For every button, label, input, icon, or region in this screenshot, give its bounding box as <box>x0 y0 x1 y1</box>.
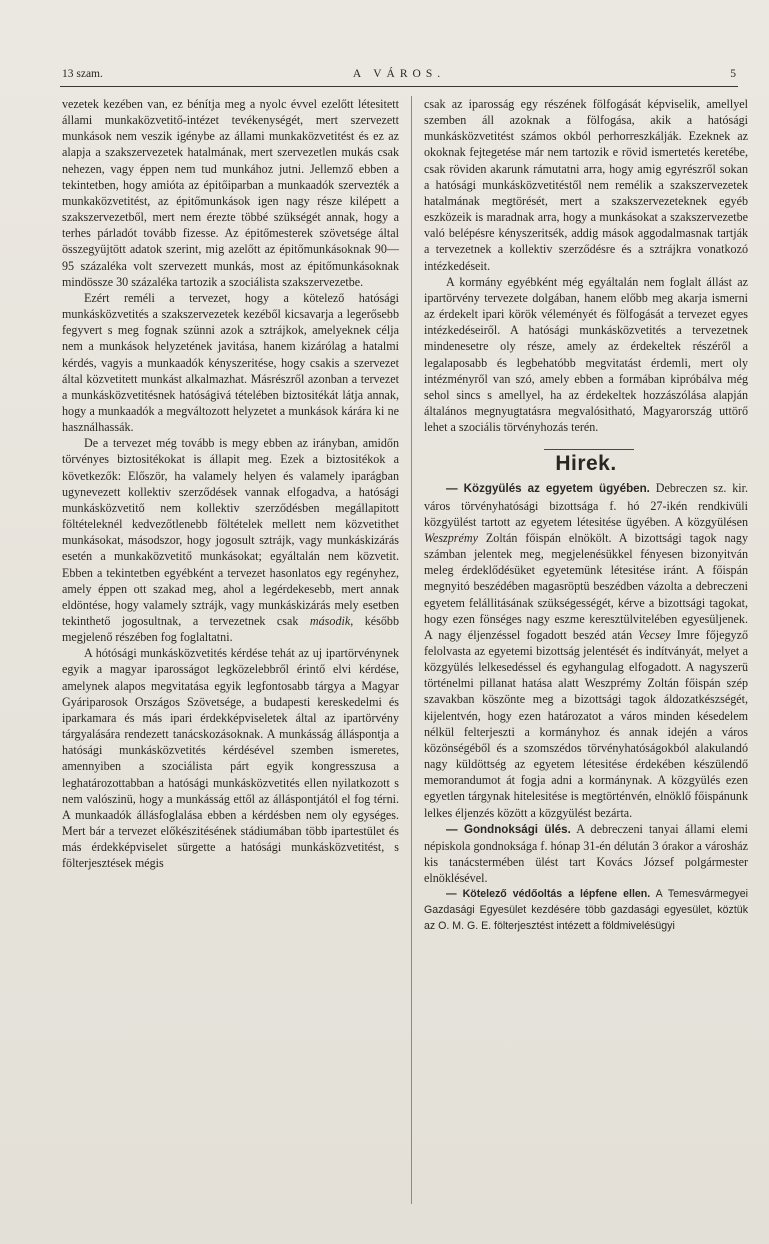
publication-title: A VÁROS. <box>352 68 446 80</box>
issue-number: 13 szam. <box>62 68 103 80</box>
article-paragraph: vezetek kezében van, ez bénítja meg a nyolc évvel ezelőtt létesitett állami munkaközvetitő-intézet tevékenységét, mert szervezett munkások nem veszik igénybe az állami munkaközvetitést és ez az alapja a szakszervezetek hatalmának, mert szervezetlen mukás csak nehezen, vagy éppen nem tud munkához jutni. Jellemző ebben a tekintetben, hogy amióta az épitőiparban a munkaadók szervezték a munkaközvetitést, az épitőmunkások igen nagy része kilépett a szakszervezetből, mert nem érezte többé szükségét annak, hogy a terhes párladót tovább fizesse. Az épitőmesterek szövetsége által összegyüjtött adatok szerint, mig azelőtt az épitőmunkásoknak 90—95 százaléka volt szervezett munkás, most az épitőmunkásoknak mindössze 30 százaléka tartozik a szociálista szakszervezetbe. <box>62 97 399 289</box>
news-item-title: — Gondnoksági ülés. <box>446 822 571 836</box>
article-paragraph: Ezért reméli a tervezet, hogy a kötelező hatósági munkásközvetités a szakszervezetek kezéből kicsavarja a legerősebb fegyvert s meg fognak szünni azok a sztrájkok, amelyeknek célja nem a munkások helyzetének javitása, hanem kizárólag a hatalmi kérdés, vagyis a munkaadók kényszeritése, hogy csakis a szervezet által közvetitett munkást alkalmazhat. Másrészről azonban a tervezet a munkásközvetitésnek hatóságivá tételében biztositékát látja annak, hogy a munkaadók a megváltozott helyzetet a munkások kárára ki ne használhassák. <box>62 290 399 435</box>
page-header <box>60 64 738 87</box>
news-item-title: — Kötelező védőoltás a lépfene ellen. <box>446 888 651 901</box>
left-column <box>62 96 399 872</box>
news-item <box>424 886 748 934</box>
paragraph-text: , később megjelenő részében fog foglaltatni. <box>62 614 400 645</box>
paragraph-text: De a tervezet még tovább is megy ebben az irányban, amidőn törvényes biztositékokat is állapit meg. Ezek a biztositékok a következők: Először, ha valamely helyen és valamely iparágban ugynevezett kollektiv szerződések vannak elfogadva, a hatósági munkásközvetitő nem kollektiv szerződésben megállapitott föltételeknél kedvezőtlenebb föltételek mellett nem közvetithet munkásokat, másodszor, hogy jogosult sztrájk, vagy munkáskizárás esetén a munkaközvetitő munkásokat; egyáltalán nem közvetit. Ebben a tekintetben egyébként a tervezet hasonlatos egy regényhez, amely éppen ott szakad meg, ahol a legérdekesebb, mert annak eldöntése, hogy valamely sztrájk, vagy munkáskizárás mely esetben tekinthető jogosultnak, a tervezetnek csak <box>62 436 399 628</box>
article-paragraph: A hótósági munkásközvetités kérdése tehát az uj ipartörvénynek egyik a magyar iparosságot legközelebbről érintő elvi kérdése, amelynek alapos megvitatása egyik legfontosabb tárgya a Magyar Gyáriparosok Országos Szövetsége, a budapesti kereskedelmi és iparkamara és más ipari érdekképviseletek által az ipartörvény tárgyalására rendezett tanácskozásoknak. A munkásság álláspontja a hatósági munkásközvetités kérdésével szemben ismeretes, amennyiben a szociálista párt egyik kongresszusa a leghatározottabban a hatósági munkásközvetités ellen nyilatkozott s nem valószinü, hogy a munkásság ettől az álláspontjától el fog térni. A munkaadók állásfoglalása ebben a kérdésben nem oly egységes. Mert bár a tervezet előkészitésének stádiumában több ipartestület és más érdekképviselet sürgette a hatósági munkásközvetitést, s fölterjesztések mégis <box>62 646 399 871</box>
person-name: Vecsey <box>638 627 671 642</box>
article-paragraph: A kormány egyébként még egyáltalán nem foglalt állást az ipartörvény tervezete dolgában, hanem előbb meg akarja ismerni az érdekelt ipari körök véleményét és fölfogását a tervezet egyes intézkedéseiről. A hatósági munkásközvetités a tervezetnek mindenesetre oly része, amely az érdekeltek részéről a legalaposabb és legbehatóbb megvitatást érdemli, mert oly intézményről van szó, amely ebben a formában kipróbálva még sehol sincs s amellyel, ha az érdekeltek hozzászólása alapján általános megnyugtatásra megvalósitható, Magyarország uttörő lehet a szociális törvényhozás terén. <box>424 274 748 435</box>
news-item <box>424 821 748 887</box>
article-paragraph <box>62 435 399 645</box>
person-name: Weszprémy <box>424 530 478 545</box>
news-text: Zoltán főispán elnökölt. A bizottsági tagok nagy számban jelentek meg, megjelenésükkel fényesen bizonyitván meleg érdeklődésüket egyetemünk létesitése iránt. A főispán megnyitó beszédében magasröptü beszédben vázolta a debreczeni egyetem felállitásának szükségességét, kérve a bizottsági tagokat, hogy ezen fönséges nagy eszme keresztülvitelében egyesüljenek. A nagy éljenzéssel fogadott beszéd atán <box>424 530 748 642</box>
emphasized-word: második <box>309 614 351 628</box>
news-section-heading: Hirek. <box>555 452 617 476</box>
right-column <box>424 96 748 934</box>
news-text: A Temesvármegyei Gazdasági Egyesület kezdésére több gazdasági egyesület, köztük az O. M. G. E. fölterjesztést intézett a földmivelésügyi <box>424 888 748 933</box>
article-paragraph: csak az iparosság egy részének fölfogását képviselik, amellyel szemben áll azoknak a fölfogása, akik a hatósági munkásközvetitést számos okból perhorreszkálják. Ezeknek az okoknak fejtegetése már nem tartozik e rövid ismertetés keretébe, csak röviden akarunk rámutatni arra, hogy amig egyrészről sokan a hatósági munkásközvetitéstől nem remélik a szakszervezetek hatalmának megtörését, mert a szakszervezeteknek egyéb eszközeik is maradnak arra, hogy a munkásokat a szakszervezetbe való belépésre kényszeritsék, addig mások aggodalmasnak tartják a tervezetnek a kollektiv szerződésre és a sztrájkra vonatkozó intézkedéseit. <box>424 97 748 273</box>
news-item-title: — Közgyülés az egyetem ügyében. <box>446 482 650 496</box>
section-rule <box>544 449 634 450</box>
news-item <box>424 480 748 820</box>
news-text: Imre főjegyző felolvasta az egyetemi bizottság jelentését és indítványát, melyet a közgyülés lelkesedéssel és egyhangulag elfogadott. A nagyszerü történelmi pillanat hatása alatt Weszprémy Zoltán főispán szép szavakban köszönte meg a bizottsági tagok áldozatkészségét, kijelentvén, hogy ezen határozatot a város minden késedelem nélkül felterjeszti a kormányhoz és annak idején a város közönségéből és a szomszédos törvényhatóságokból alakulandó nagy küldöttség az egyetem létesitése érdekében készülendő memorandumot át fogja adni a kormánynak. A közgyülés ezen egyetlen tárgynak hitelesitése is megtörténvén, elnöklő főispánunk lelkes éljenzés között a közgyülést bezárta. <box>424 627 748 820</box>
column-divider <box>411 96 412 1204</box>
page-number: 5 <box>730 68 736 80</box>
news-text: A debreczeni tanyai állami elemi népiskola gondnoksága f. hónap 31-én délután 3 órakor a városház kis tanácstermében ülést tart Kovács József polgármester elnöklésével. <box>424 821 748 886</box>
news-text: Debreczen sz. kir. város törvényhatósági bizottsága f. hó 27-ikén rendkivüli közgyülést tartott az egyetem létesitése ügyében. A közgyülésen <box>424 481 749 529</box>
